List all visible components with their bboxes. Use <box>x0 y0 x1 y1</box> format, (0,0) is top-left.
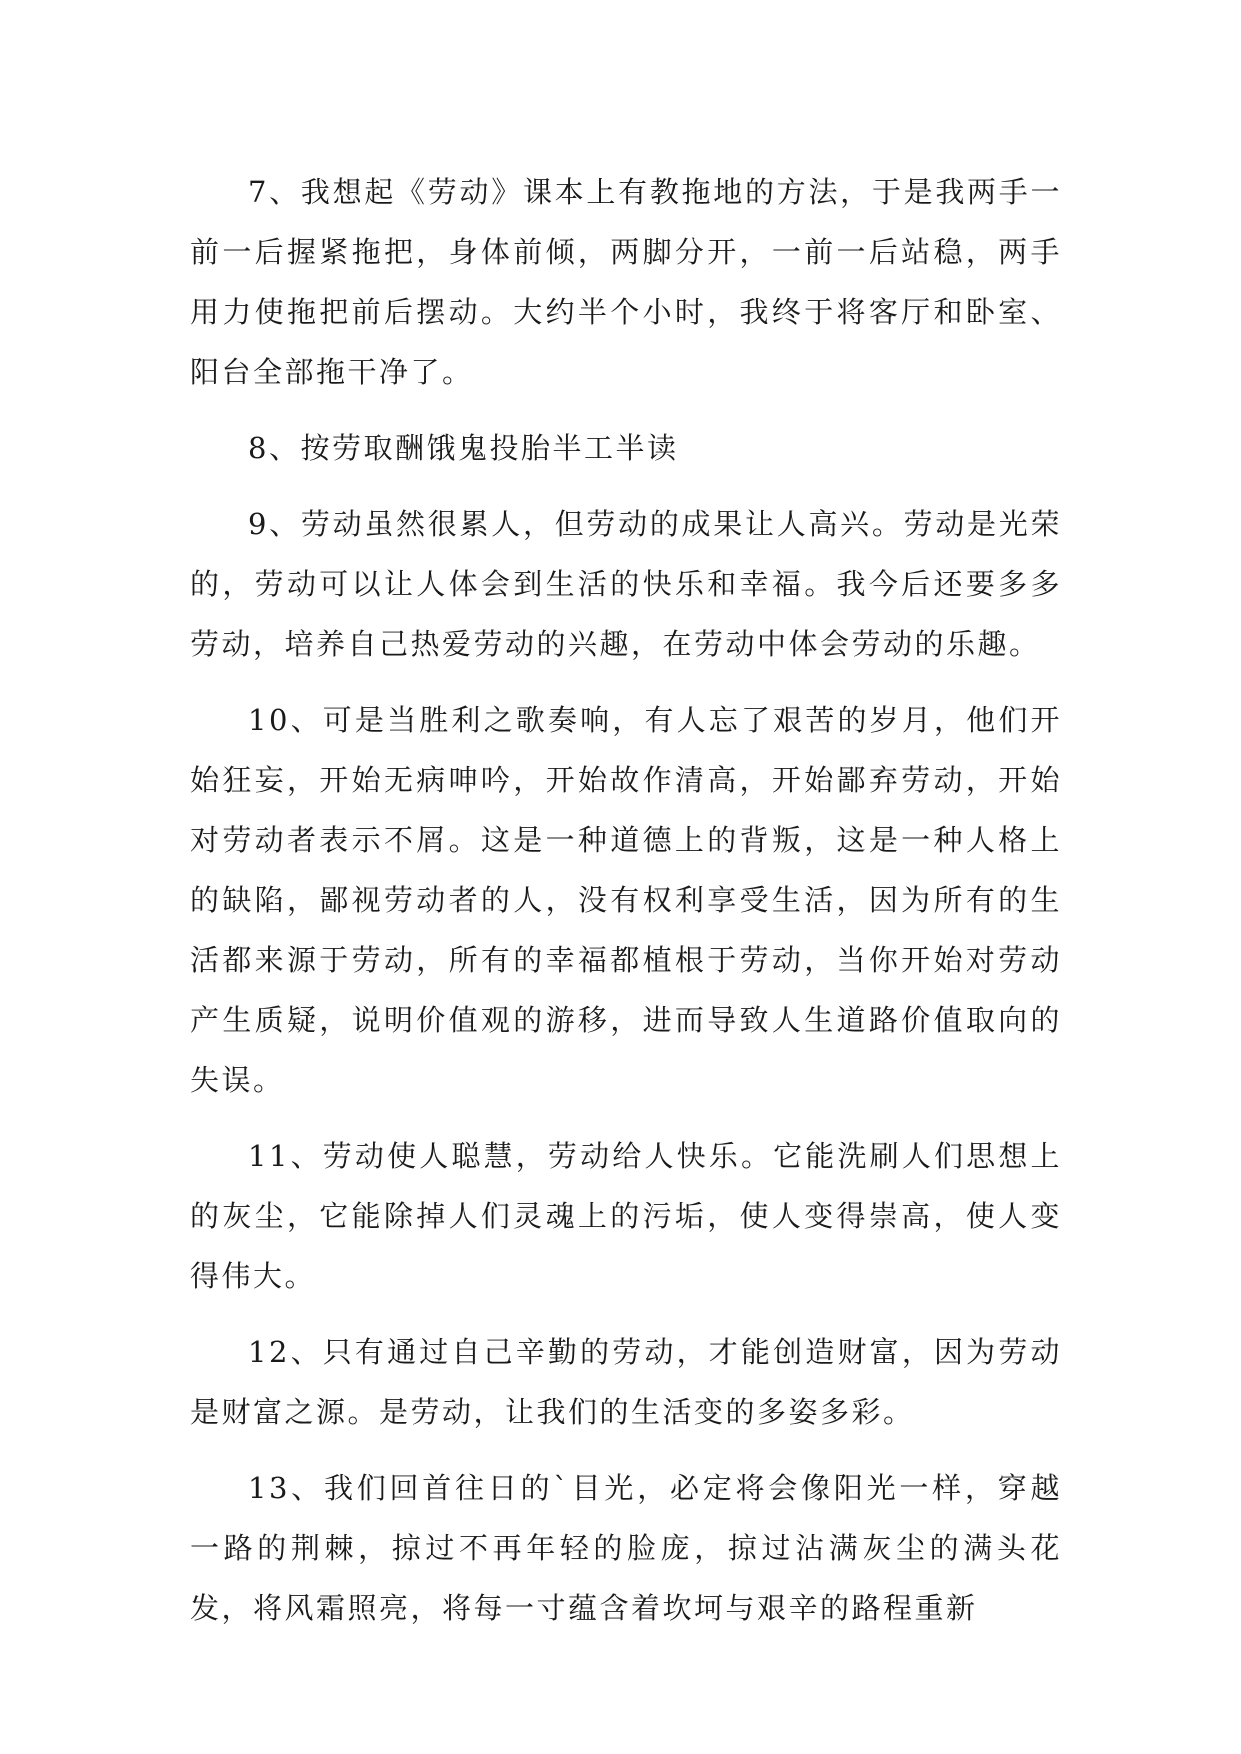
paragraph-7: 7、我想起《劳动》课本上有教拖地的方法，于是我两手一前一后握紧拖把，身体前倾，两脚分开，一前一后站稳，两手用力使拖把前后摆动。大约半个小时，我终于将客厅和卧室、阳台全部拖干净了。 <box>190 175 1062 389</box>
paragraph-12: 12、只有通过自己辛勤的劳动，才能创造财富，因为劳动是财富之源。是劳动，让我们的生活变的多姿多彩。 <box>190 1335 1062 1429</box>
paragraph-8: 8、按劳取酬饿鬼投胎半工半读 <box>248 431 679 465</box>
document-body <box>190 162 1062 1654</box>
paragraph-13: 13、我们回首往日的`目光，必定将会像阳光一样，穿越一路的荆棘，掠过不再年轻的脸庞，掠过沾满灰尘的满头花发，将风霜照亮，将每一寸蕴含着坎坷与艰辛的路程重新 <box>190 1471 1062 1625</box>
paragraph-11: 11、劳动使人聪慧，劳动给人快乐。它能洗刷人们思想上的灰尘，它能除掉人们灵魂上的污垢，使人变得崇高，使人变得伟大。 <box>190 1139 1062 1293</box>
paragraph-9: 9、劳动虽然很累人，但劳动的成果让人高兴。劳动是光荣的，劳动可以让人体会到生活的快乐和幸福。我今后还要多多劳动，培养自己热爱劳动的兴趣，在劳动中体会劳动的乐趣。 <box>190 507 1062 661</box>
paragraph-10: 10、可是当胜利之歌奏响，有人忘了艰苦的岁月，他们开始狂妄，开始无病呻吟，开始故作清高，开始鄙弃劳动，开始对劳动者表示不屑。这是一种道德上的背叛，这是一种人格上的缺陷，鄙视劳动者的人，没有权利享受生活，因为所有的生活都来源于劳动，所有的幸福都植根于劳动，当你开始对劳动产生质疑，说明价值观的游移，进而导致人生道路价值取向的失误。 <box>190 703 1062 1097</box>
